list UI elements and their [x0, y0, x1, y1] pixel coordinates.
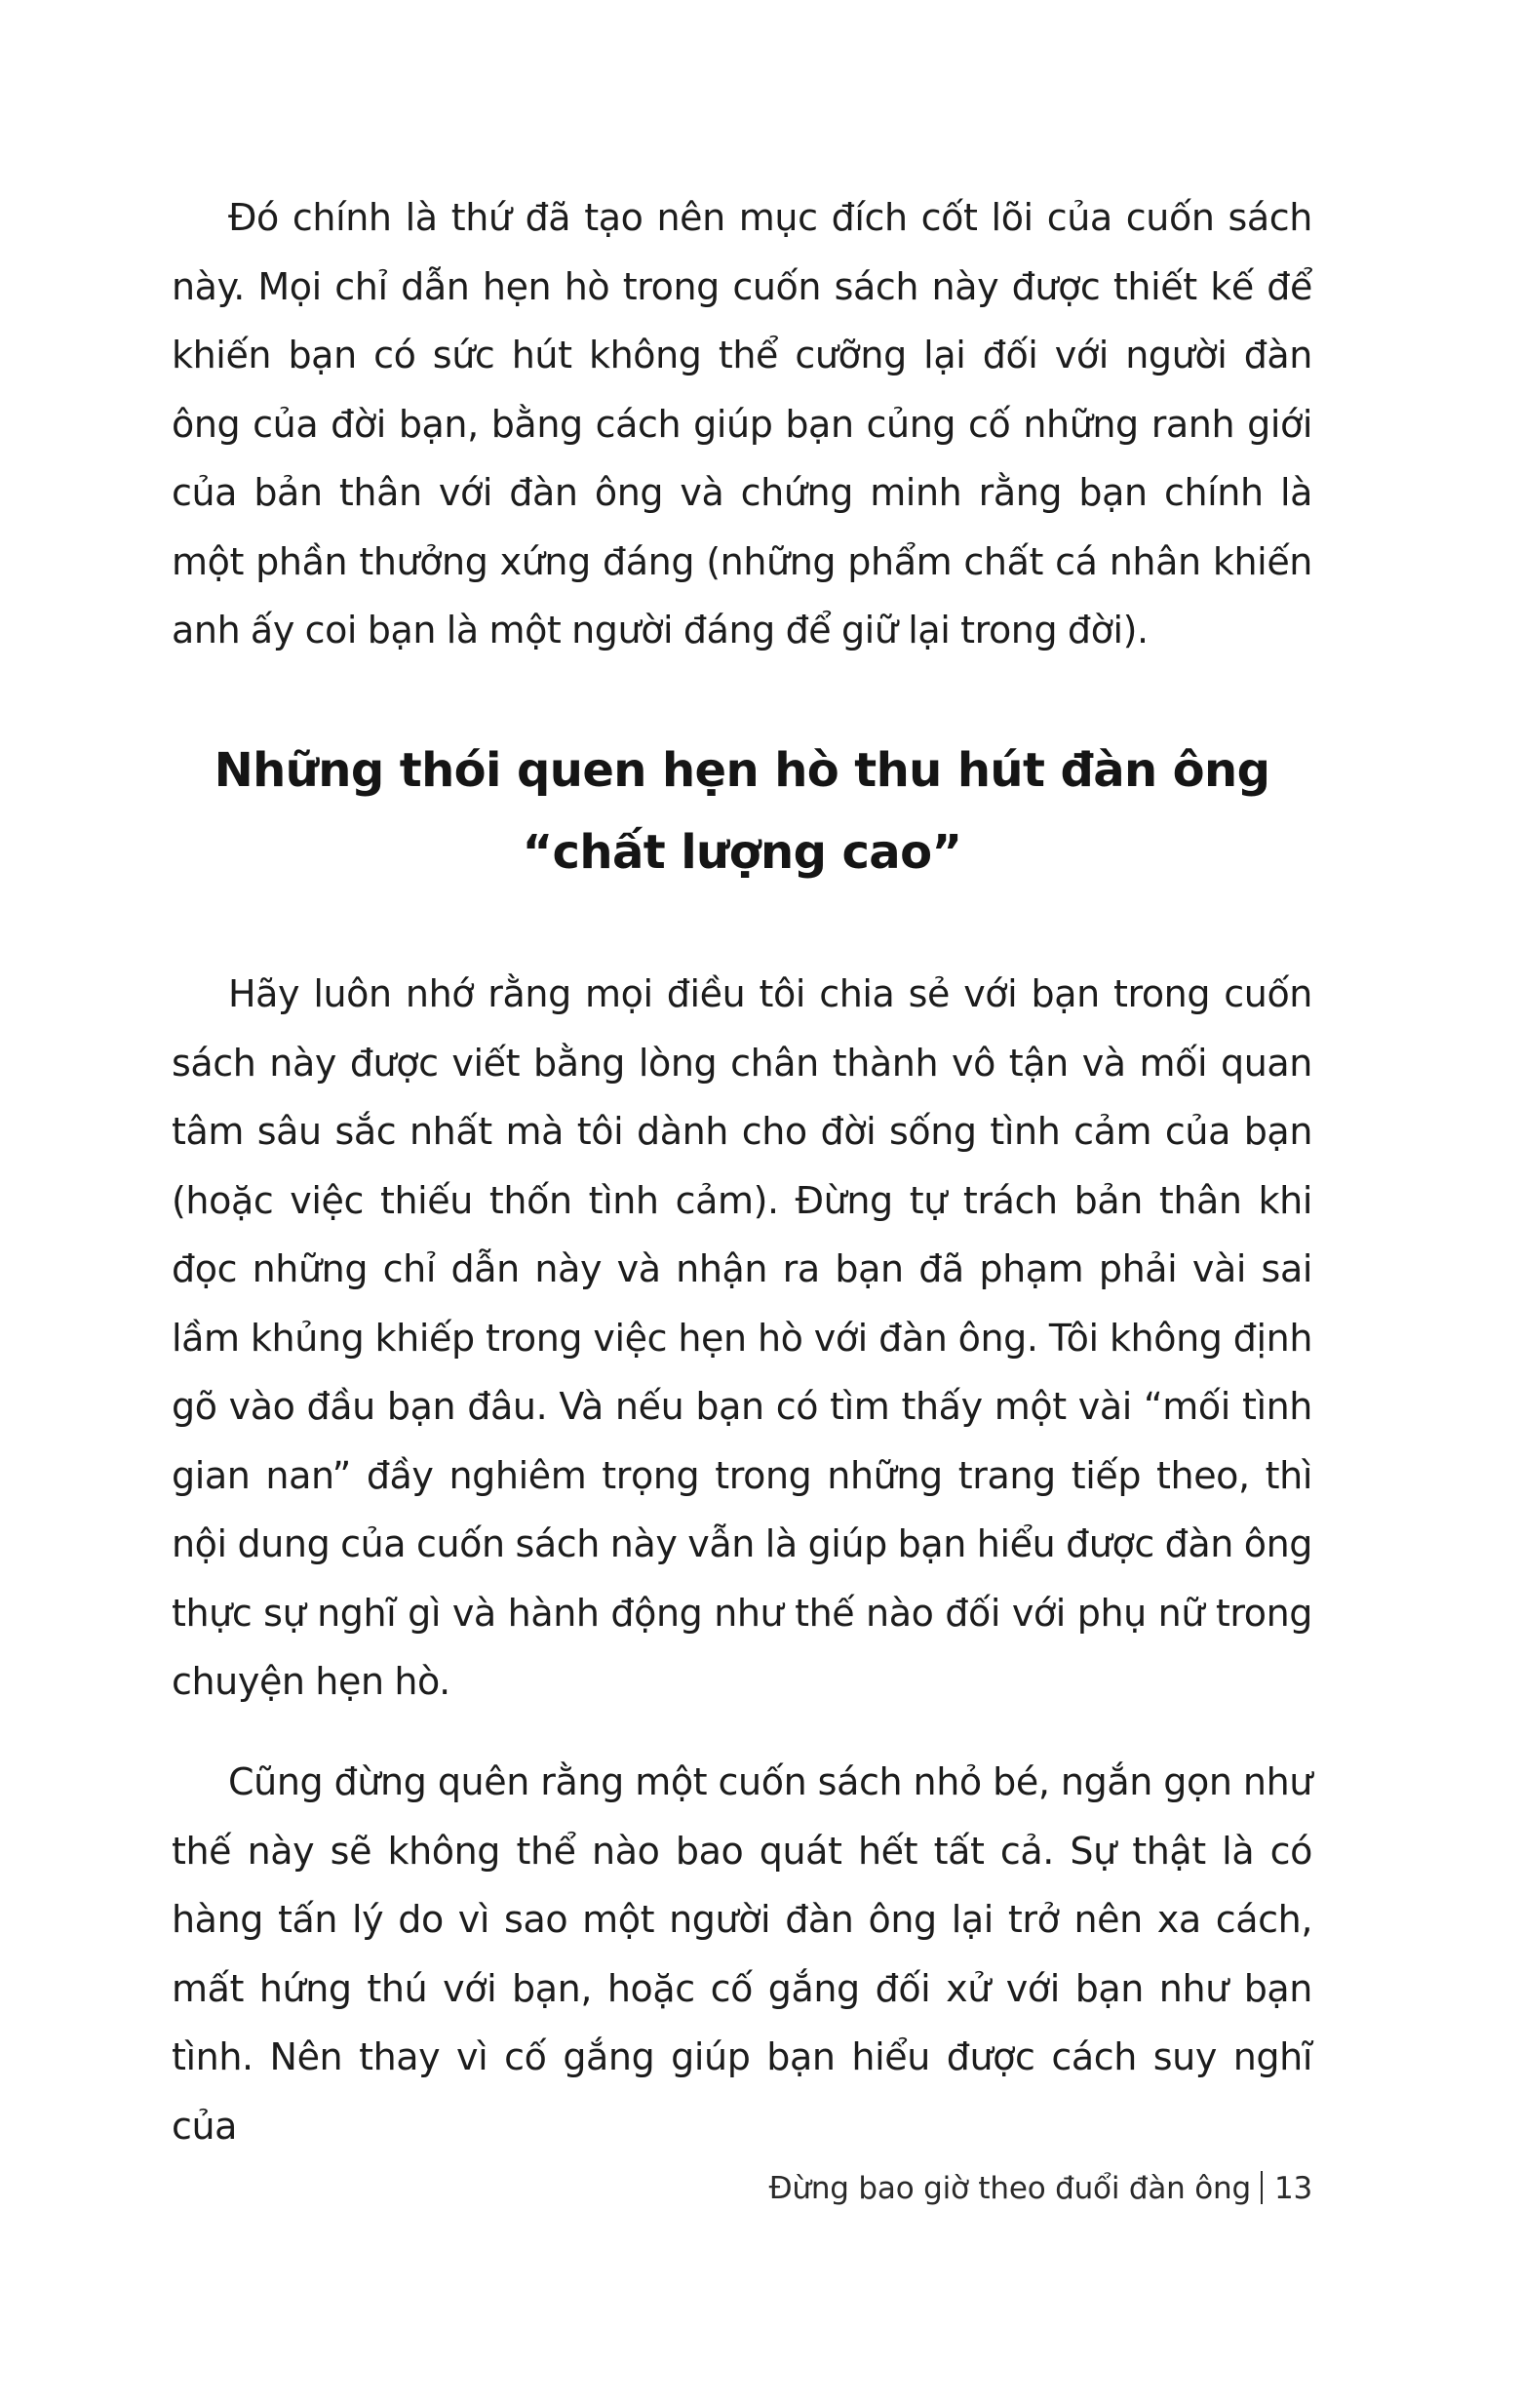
body-paragraph-2: Hãy luôn nhớ rằng mọi điều tôi chia sẻ với bạn trong cuốn sách này được viết bằng lòng chân thành vô tận và mối quan tâm sâu sắc nhất mà tôi dành cho đời sống tình cảm của bạn (hoặc việc thiếu thốn tình cảm). Đừng tự trách bản thân khi đọc những chỉ dẫn này và nhận ra bạn đã phạm phải vài sai lầm khủng khiếp trong việc hẹn hò với đàn ông. Tôi không định gõ vào đầu bạn đâu. Và nếu bạn có tìm thấy một vài “mối tình gian nan” đầy nghiêm trọng trong những trang tiếp theo, thì nội dung của cuốn sách này vẫn là giúp bạn hiểu được đàn ông thực sự nghĩ gì và hành động như thế nào đối với phụ nữ trong chuyện hẹn hò. — [172, 972, 1312, 1703]
footer-separator — [1261, 2171, 1263, 2204]
footer-book-title: Đừng bao giờ theo đuổi đàn ông — [768, 2171, 1251, 2206]
page-footer — [769, 2167, 1312, 2210]
footer-page-number: 13 — [1273, 2171, 1312, 2206]
section-heading — [172, 730, 1312, 893]
section-heading-line-1: Những thói quen hẹn hò thu hút đàn ông — [214, 743, 1270, 798]
body-paragraph-1: Đó chính là thứ đã tạo nên mục đích cốt lõi của cuốn sách này. Mọi chỉ dẫn hẹn hò trong cuốn sách này được thiết kế để khiến bạn có sức hút không thể cưỡng lại đối với người đàn ông của đời bạn, bằng cách giúp bạn củng cố những ranh giới của bản thân với đàn ông và chứng minh rằng bạn chính là một phần thưởng xứng đáng (những phẩm chất cá nhân khiến anh ấy coi bạn là một người đáng để giữ lại trong đời). — [172, 196, 1312, 651]
section-heading-line-2: “chất lượng cao” — [522, 825, 962, 880]
body-paragraph-3: Cũng đừng quên rằng một cuốn sách nhỏ bé, ngắn gọn như thế này sẽ không thể nào bao quát hết tất cả. Sự thật là có hàng tấn lý do vì sao một người đàn ông lại trở nên xa cách, mất hứng thú với bạn, hoặc cố gắng đối xử với bạn như bạn tình. Nên thay vì cố gắng giúp bạn hiểu được cách suy nghĩ của — [172, 1760, 1312, 2148]
